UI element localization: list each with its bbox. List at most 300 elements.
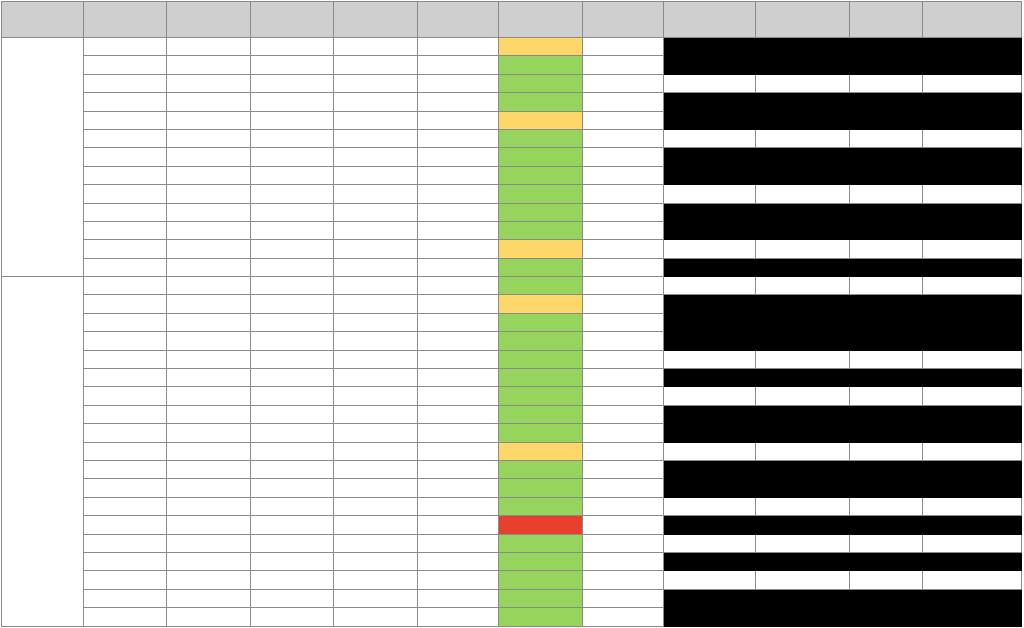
regen-start-cell	[664, 93, 756, 111]
average-mpg-cell	[499, 424, 583, 442]
date-cell	[83, 148, 167, 166]
driving-conditions-cell	[334, 295, 418, 313]
date-cell	[83, 552, 167, 570]
date-cell	[83, 185, 167, 203]
regen-complete-cell	[755, 369, 849, 387]
total-cost-cell	[582, 369, 664, 387]
regen-complete-cell	[755, 129, 849, 147]
fuel-cost-cell	[167, 442, 251, 460]
table-row	[2, 93, 1022, 111]
date-cell	[83, 497, 167, 515]
total-cost-cell	[582, 148, 664, 166]
miles-driven-cell	[250, 350, 334, 368]
fuel-cost-cell	[167, 240, 251, 258]
date-cell	[83, 369, 167, 387]
total-cost-cell	[582, 258, 664, 276]
gallons-filled-cell	[417, 405, 499, 423]
miles-driven-cell	[250, 258, 334, 276]
miles-driven-cell	[250, 38, 334, 56]
gallons-filled-cell	[417, 387, 499, 405]
driving-conditions-cell	[334, 350, 418, 368]
miles-between-regen-cell	[923, 387, 1022, 405]
miles-driven-cell	[250, 240, 334, 258]
average-mpg-cell	[499, 56, 583, 74]
fuel-cost-cell	[167, 589, 251, 607]
gallons-filled-cell	[417, 589, 499, 607]
average-mpg-cell	[499, 240, 583, 258]
regen-start-cell	[664, 460, 756, 478]
date-cell	[83, 405, 167, 423]
header-year	[2, 2, 84, 38]
driving-conditions-cell	[334, 148, 418, 166]
regen-start-cell	[664, 497, 756, 515]
average-mpg-cell	[499, 93, 583, 111]
driving-conditions-cell	[334, 185, 418, 203]
miles-driven-cell	[250, 313, 334, 331]
regen-complete-cell	[755, 203, 849, 221]
date-cell	[83, 387, 167, 405]
table-row	[2, 111, 1022, 129]
regen-complete-cell	[755, 350, 849, 368]
header-total-miles-in	[849, 2, 922, 38]
fuel-cost-cell	[167, 405, 251, 423]
fuel-cost-cell	[167, 221, 251, 239]
fuel-cost-cell	[167, 166, 251, 184]
regen-complete-cell	[755, 552, 849, 570]
total-miles-in-cell	[849, 166, 922, 184]
gallons-filled-cell	[417, 534, 499, 552]
driving-conditions-cell	[334, 460, 418, 478]
total-miles-in-cell	[849, 295, 922, 313]
miles-driven-cell	[250, 497, 334, 515]
header-regen-complete	[755, 2, 849, 38]
table-row	[2, 185, 1022, 203]
table-row	[2, 350, 1022, 368]
table-row	[2, 424, 1022, 442]
regen-start-cell	[664, 129, 756, 147]
miles-driven-cell	[250, 185, 334, 203]
fuel-cost-cell	[167, 369, 251, 387]
regen-start-cell	[664, 479, 756, 497]
regen-start-cell	[664, 185, 756, 203]
table-row	[2, 277, 1022, 295]
table-row	[2, 203, 1022, 221]
miles-between-regen-cell	[923, 313, 1022, 331]
regen-complete-cell	[755, 258, 849, 276]
date-cell	[83, 295, 167, 313]
driving-conditions-cell	[334, 93, 418, 111]
gallons-filled-cell	[417, 460, 499, 478]
regen-complete-cell	[755, 516, 849, 534]
total-miles-in-cell	[849, 552, 922, 570]
regen-start-cell	[664, 295, 756, 313]
fuel-cost-cell	[167, 350, 251, 368]
miles-driven-cell	[250, 129, 334, 147]
regen-start-cell	[664, 74, 756, 92]
miles-between-regen-cell	[923, 516, 1022, 534]
total-cost-cell	[582, 93, 664, 111]
table-row	[2, 74, 1022, 92]
total-miles-in-cell	[849, 258, 922, 276]
miles-driven-cell	[250, 203, 334, 221]
total-cost-cell	[582, 295, 664, 313]
miles-between-regen-cell	[923, 111, 1022, 129]
regen-start-cell	[664, 552, 756, 570]
total-miles-in-cell	[849, 350, 922, 368]
fuel-cost-cell	[167, 185, 251, 203]
table-row	[2, 166, 1022, 184]
regen-complete-cell	[755, 589, 849, 607]
header-total-cost	[582, 2, 664, 38]
date-cell	[83, 571, 167, 589]
regen-complete-cell	[755, 277, 849, 295]
fuel-cost-cell	[167, 460, 251, 478]
fuel-cost-cell	[167, 608, 251, 626]
gallons-filled-cell	[417, 56, 499, 74]
total-cost-cell	[582, 38, 664, 56]
header-gallons-filled	[417, 2, 499, 38]
total-miles-in-cell	[849, 56, 922, 74]
total-miles-in-cell	[849, 516, 922, 534]
gallons-filled-cell	[417, 295, 499, 313]
table-row	[2, 332, 1022, 350]
total-miles-in-cell	[849, 185, 922, 203]
regen-complete-cell	[755, 534, 849, 552]
regen-complete-cell	[755, 295, 849, 313]
miles-between-regen-cell	[923, 608, 1022, 626]
regen-start-cell	[664, 442, 756, 460]
average-mpg-cell	[499, 221, 583, 239]
date-cell	[83, 534, 167, 552]
miles-between-regen-cell	[923, 369, 1022, 387]
miles-between-regen-cell	[923, 350, 1022, 368]
miles-between-regen-cell	[923, 332, 1022, 350]
average-mpg-cell	[499, 258, 583, 276]
driving-conditions-cell	[334, 552, 418, 570]
regen-complete-cell	[755, 38, 849, 56]
average-mpg-cell	[499, 111, 583, 129]
fuel-cost-cell	[167, 313, 251, 331]
regen-complete-cell	[755, 387, 849, 405]
gallons-filled-cell	[417, 608, 499, 626]
driving-conditions-cell	[334, 129, 418, 147]
fuel-cost-cell	[167, 277, 251, 295]
miles-between-regen-cell	[923, 424, 1022, 442]
table-row	[2, 56, 1022, 74]
header-driving-conditions	[334, 2, 418, 38]
average-mpg-cell	[499, 203, 583, 221]
table-row	[2, 442, 1022, 460]
driving-conditions-cell	[334, 497, 418, 515]
regen-complete-cell	[755, 313, 849, 331]
miles-between-regen-cell	[923, 221, 1022, 239]
average-mpg-cell	[499, 460, 583, 478]
date-cell	[83, 589, 167, 607]
date-cell	[83, 332, 167, 350]
average-mpg-cell	[499, 534, 583, 552]
average-mpg-cell	[499, 129, 583, 147]
table-row	[2, 589, 1022, 607]
total-cost-cell	[582, 534, 664, 552]
regen-complete-cell	[755, 166, 849, 184]
miles-between-regen-cell	[923, 56, 1022, 74]
total-cost-cell	[582, 129, 664, 147]
total-miles-in-cell	[849, 497, 922, 515]
table-row	[2, 387, 1022, 405]
average-mpg-cell	[499, 387, 583, 405]
fuel-cost-cell	[167, 571, 251, 589]
table-row	[2, 129, 1022, 147]
regen-start-cell	[664, 56, 756, 74]
average-mpg-cell	[499, 571, 583, 589]
date-cell	[83, 258, 167, 276]
fuel-cost-cell	[167, 497, 251, 515]
regen-complete-cell	[755, 56, 849, 74]
date-cell	[83, 350, 167, 368]
gallons-filled-cell	[417, 240, 499, 258]
total-miles-in-cell	[849, 387, 922, 405]
gallons-filled-cell	[417, 552, 499, 570]
total-miles-in-cell	[849, 129, 922, 147]
fuel-cost-cell	[167, 258, 251, 276]
table-row	[2, 148, 1022, 166]
average-mpg-cell	[499, 369, 583, 387]
gallons-filled-cell	[417, 369, 499, 387]
miles-driven-cell	[250, 552, 334, 570]
regen-start-cell	[664, 258, 756, 276]
table-row	[2, 552, 1022, 570]
date-cell	[83, 56, 167, 74]
gallons-filled-cell	[417, 129, 499, 147]
fuel-cost-cell	[167, 387, 251, 405]
gallons-filled-cell	[417, 497, 499, 515]
total-cost-cell	[582, 460, 664, 478]
miles-between-regen-cell	[923, 552, 1022, 570]
miles-driven-cell	[250, 369, 334, 387]
driving-conditions-cell	[334, 571, 418, 589]
header-fuel-cost	[167, 2, 251, 38]
total-miles-in-cell	[849, 405, 922, 423]
average-mpg-cell	[499, 479, 583, 497]
driving-conditions-cell	[334, 332, 418, 350]
miles-between-regen-cell	[923, 405, 1022, 423]
gallons-filled-cell	[417, 221, 499, 239]
average-mpg-cell	[499, 350, 583, 368]
fuel-cost-cell	[167, 129, 251, 147]
regen-complete-cell	[755, 74, 849, 92]
gallons-filled-cell	[417, 277, 499, 295]
table-row	[2, 221, 1022, 239]
table-row	[2, 460, 1022, 478]
driving-conditions-cell	[334, 424, 418, 442]
fuel-cost-cell	[167, 295, 251, 313]
miles-driven-cell	[250, 295, 334, 313]
regen-start-cell	[664, 313, 756, 331]
table-row	[2, 295, 1022, 313]
fuel-cost-cell	[167, 424, 251, 442]
date-cell	[83, 608, 167, 626]
driving-conditions-cell	[334, 277, 418, 295]
header-row	[2, 2, 1022, 38]
fuel-cost-cell	[167, 56, 251, 74]
regen-start-cell	[664, 203, 756, 221]
miles-driven-cell	[250, 111, 334, 129]
regen-start-cell	[664, 332, 756, 350]
total-cost-cell	[582, 203, 664, 221]
miles-between-regen-cell	[923, 460, 1022, 478]
driving-conditions-cell	[334, 38, 418, 56]
total-cost-cell	[582, 589, 664, 607]
average-mpg-cell	[499, 38, 583, 56]
total-cost-cell	[582, 497, 664, 515]
header-average-mpgs	[499, 2, 583, 38]
driving-conditions-cell	[334, 405, 418, 423]
regen-complete-cell	[755, 93, 849, 111]
driving-conditions-cell	[334, 387, 418, 405]
month-label	[2, 38, 84, 277]
regen-start-cell	[664, 534, 756, 552]
fuel-cost-cell	[167, 93, 251, 111]
miles-between-regen-cell	[923, 129, 1022, 147]
driving-conditions-cell	[334, 479, 418, 497]
fuel-cost-cell	[167, 74, 251, 92]
total-cost-cell	[582, 277, 664, 295]
total-miles-in-cell	[849, 589, 922, 607]
gallons-filled-cell	[417, 111, 499, 129]
total-cost-cell	[582, 313, 664, 331]
total-miles-in-cell	[849, 203, 922, 221]
miles-driven-cell	[250, 479, 334, 497]
fuel-log-table	[1, 1, 1022, 627]
gallons-filled-cell	[417, 203, 499, 221]
date-cell	[83, 221, 167, 239]
total-miles-in-cell	[849, 277, 922, 295]
driving-conditions-cell	[334, 589, 418, 607]
driving-conditions-cell	[334, 203, 418, 221]
table-row	[2, 258, 1022, 276]
miles-driven-cell	[250, 221, 334, 239]
fuel-cost-cell	[167, 111, 251, 129]
total-miles-in-cell	[849, 369, 922, 387]
total-cost-cell	[582, 516, 664, 534]
regen-start-cell	[664, 111, 756, 129]
regen-complete-cell	[755, 332, 849, 350]
fuel-cost-cell	[167, 479, 251, 497]
fuel-cost-cell	[167, 534, 251, 552]
total-miles-in-cell	[849, 111, 922, 129]
average-mpg-cell	[499, 442, 583, 460]
miles-between-regen-cell	[923, 534, 1022, 552]
table-row	[2, 240, 1022, 258]
miles-between-regen-cell	[923, 497, 1022, 515]
table-row	[2, 38, 1022, 56]
miles-driven-cell	[250, 516, 334, 534]
date-cell	[83, 111, 167, 129]
date-cell	[83, 93, 167, 111]
miles-between-regen-cell	[923, 203, 1022, 221]
date-cell	[83, 479, 167, 497]
miles-driven-cell	[250, 56, 334, 74]
regen-start-cell	[664, 608, 756, 626]
miles-between-regen-cell	[923, 571, 1022, 589]
driving-conditions-cell	[334, 166, 418, 184]
table-body	[2, 38, 1022, 627]
total-cost-cell	[582, 185, 664, 203]
total-miles-in-cell	[849, 240, 922, 258]
miles-driven-cell	[250, 571, 334, 589]
date-cell	[83, 129, 167, 147]
average-mpg-cell	[499, 313, 583, 331]
total-miles-in-cell	[849, 74, 922, 92]
total-cost-cell	[582, 221, 664, 239]
total-cost-cell	[582, 56, 664, 74]
total-cost-cell	[582, 387, 664, 405]
header-miles-driven	[250, 2, 334, 38]
regen-complete-cell	[755, 148, 849, 166]
driving-conditions-cell	[334, 369, 418, 387]
total-cost-cell	[582, 166, 664, 184]
driving-conditions-cell	[334, 608, 418, 626]
driving-conditions-cell	[334, 313, 418, 331]
total-cost-cell	[582, 111, 664, 129]
table-row	[2, 479, 1022, 497]
regen-start-cell	[664, 350, 756, 368]
regen-complete-cell	[755, 111, 849, 129]
miles-driven-cell	[250, 589, 334, 607]
miles-between-regen-cell	[923, 93, 1022, 111]
driving-conditions-cell	[334, 74, 418, 92]
miles-between-regen-cell	[923, 38, 1022, 56]
table-row	[2, 313, 1022, 331]
gallons-filled-cell	[417, 166, 499, 184]
table-row	[2, 516, 1022, 534]
miles-driven-cell	[250, 460, 334, 478]
regen-complete-cell	[755, 424, 849, 442]
driving-conditions-cell	[334, 442, 418, 460]
miles-between-regen-cell	[923, 295, 1022, 313]
regen-start-cell	[664, 387, 756, 405]
gallons-filled-cell	[417, 148, 499, 166]
average-mpg-cell	[499, 166, 583, 184]
miles-driven-cell	[250, 534, 334, 552]
regen-complete-cell	[755, 405, 849, 423]
miles-between-regen-cell	[923, 589, 1022, 607]
total-miles-in-cell	[849, 460, 922, 478]
date-cell	[83, 277, 167, 295]
miles-between-regen-cell	[923, 258, 1022, 276]
header-total-miles-between-regen	[923, 2, 1022, 38]
fuel-cost-cell	[167, 516, 251, 534]
total-cost-cell	[582, 571, 664, 589]
total-miles-in-cell	[849, 148, 922, 166]
driving-conditions-cell	[334, 111, 418, 129]
miles-driven-cell	[250, 332, 334, 350]
table-row	[2, 497, 1022, 515]
regen-start-cell	[664, 589, 756, 607]
driving-conditions-cell	[334, 258, 418, 276]
regen-complete-cell	[755, 497, 849, 515]
average-mpg-cell	[499, 74, 583, 92]
total-miles-in-cell	[849, 313, 922, 331]
table-row	[2, 369, 1022, 387]
regen-start-cell	[664, 277, 756, 295]
regen-complete-cell	[755, 221, 849, 239]
miles-between-regen-cell	[923, 166, 1022, 184]
gallons-filled-cell	[417, 93, 499, 111]
total-miles-in-cell	[849, 479, 922, 497]
date-cell	[83, 313, 167, 331]
month-label	[2, 277, 84, 626]
